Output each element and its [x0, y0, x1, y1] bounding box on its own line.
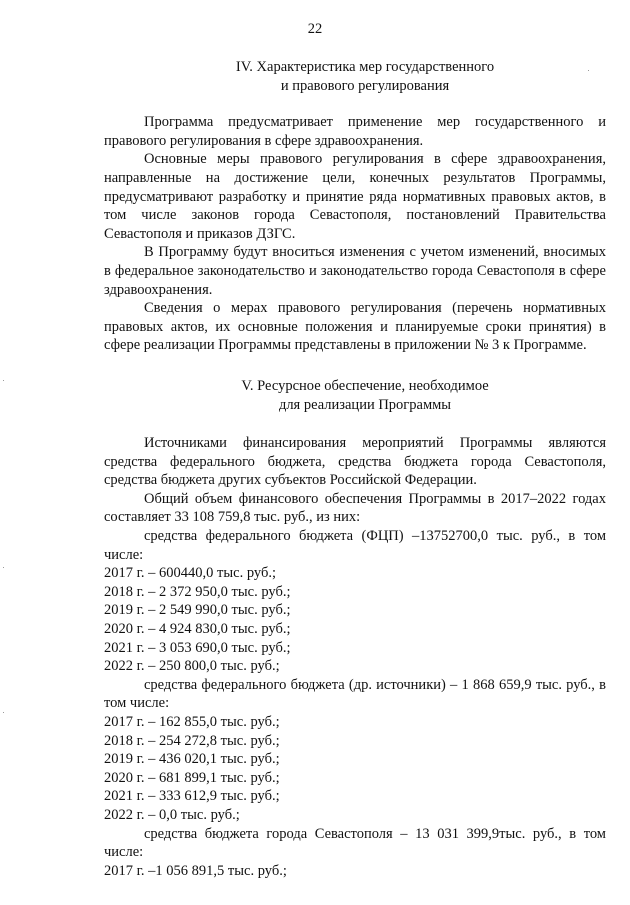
page-content [104, 58, 606, 880]
funding-year-line: 2019 г. – 436 020,1 тыс. руб.; [104, 751, 280, 768]
section-5-heading [104, 377, 606, 414]
funding-year-line: 2017 г. – 600440,0 тыс. руб.; [104, 565, 276, 582]
scan-speck [3, 712, 4, 713]
section-5-heading-line: для реализации Программы [278, 396, 452, 413]
section-4-heading-line: и правового регулирования [280, 77, 450, 94]
funding-year-line: 2022 г. – 0,0 тыс. руб.; [104, 806, 240, 823]
funding-year-line: 2020 г. – 681 899,1 тыс. руб.; [104, 769, 280, 786]
funding-year-line: 2018 г. – 254 272,8 тыс. руб.; [104, 732, 280, 749]
scan-speck [588, 70, 589, 71]
funding-intro-city-budget: средства бюджета города Севастополя – 13 031 399,9тыс. руб., в том числе: [104, 825, 606, 861]
funding-year-line: 2022 г. – 250 800,0 тыс. руб.; [104, 658, 280, 675]
paragraph: Источниками финансирования мероприятий Программы являются средства федерального бюджета, средства бюджета города Севастополя, средства бюджета других субъектов Российской Федерации. [104, 435, 606, 489]
funding-year-line: 2019 г. – 2 549 990,0 тыс. руб.; [104, 602, 291, 619]
paragraph: Сведения о мерах правового регулирования (перечень нормативных правовых актов, их основные положения и планируемые сроки принятия) в сфере реализации Программы представлены в приложении № 3 к Программе. [104, 300, 606, 354]
section-5-heading-line: V. Ресурсное обеспечение, необходимое [241, 377, 489, 394]
scan-speck [3, 380, 4, 381]
paragraph: Основные меры правового регулирования в сфере здравоохранения, направленные на достижение цели, конечных результатов Программы, предусматривают разработку и принятие ряда нормативных правовых актов, в том числе законов города Севастополя, постановлений Правительства Севастополя и приказов ДЗГС. [104, 151, 606, 242]
paragraph: Программа предусматривает применение мер государственного и правового регулирования в сфере здравоохранения. [104, 114, 606, 149]
section-4-heading [104, 58, 606, 95]
funding-year-line: 2021 г. – 3 053 690,0 тыс. руб.; [104, 639, 291, 656]
funding-intro-federal-fcp: средства федерального бюджета (ФЦП) –13752700,0 тыс. руб., в том числе: [104, 528, 606, 563]
funding-year-line: 2017 г. – 162 855,0 тыс. руб.; [104, 714, 280, 730]
paragraph: В Программу будут вноситься изменения с учетом изменений, вносимых в федеральное законодательство и законодательство города Севастополя в сфере здравоохранения. [104, 244, 606, 298]
funding-year-line: 2018 г. – 2 372 950,0 тыс. руб.; [104, 583, 291, 600]
scan-speck [3, 567, 4, 568]
funding-intro-federal-other: средства федерального бюджета (др. источники) – 1 868 659,9 тыс. руб., в том числе: [104, 676, 606, 712]
funding-year-line: 2017 г. –1 056 891,5 тыс. руб.; [104, 862, 287, 879]
funding-year-line: 2021 г. – 333 612,9 тыс. руб.; [104, 788, 280, 805]
paragraph: Общий объем финансового обеспечения Программы в 2017–2022 годах составляет 33 108 759,8 тыс. руб., из них: [104, 490, 606, 526]
section-4-heading-line: IV. Характеристика мер государственного [235, 59, 495, 75]
page-number: 22 [307, 21, 323, 37]
funding-year-line: 2020 г. – 4 924 830,0 тыс. руб.; [104, 621, 291, 638]
